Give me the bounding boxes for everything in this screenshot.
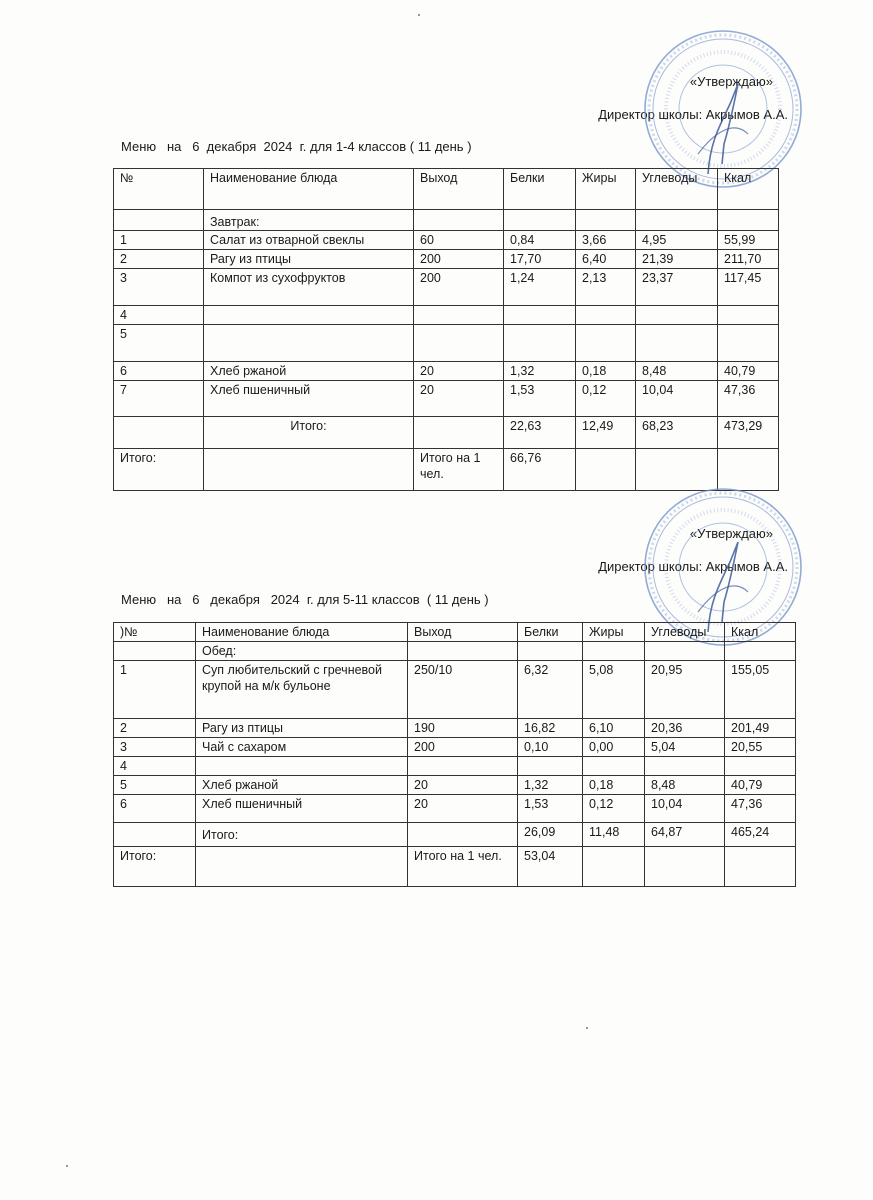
cell-protein: 1,32	[518, 776, 583, 795]
subtotal-label: Итого:	[196, 823, 408, 847]
cell-carbs: 20,95	[645, 661, 725, 719]
menu2-table	[113, 622, 796, 887]
cell-dish: Салат из отварной свеклы	[204, 231, 414, 250]
cell-kcal: 117,45	[718, 269, 779, 306]
section-label: Обед:	[196, 642, 408, 661]
header-cell: )№	[114, 623, 196, 642]
subtotal-row	[114, 823, 796, 847]
cell-fat: 2,13	[576, 269, 636, 306]
cell-protein: 1,53	[518, 795, 583, 823]
cell-kcal: 40,79	[718, 362, 779, 381]
cell-dish: Хлеб ржаной	[196, 776, 408, 795]
cell-carbs: 8,48	[645, 776, 725, 795]
table-row	[114, 231, 779, 250]
header-cell: Жиры	[576, 169, 636, 210]
cell-protein: 6,32	[518, 661, 583, 719]
cell-kcal: 47,36	[718, 381, 779, 417]
cell-carbs: 23,37	[636, 269, 718, 306]
subtotal-protein: 22,63	[504, 417, 576, 449]
cell-carbs: 10,04	[636, 381, 718, 417]
header-cell: Выход	[414, 169, 504, 210]
cell-number: 6	[114, 795, 196, 823]
cell-kcal: 20,55	[725, 738, 796, 757]
cell-number: 3	[114, 269, 204, 306]
cell-kcal: 55,99	[718, 231, 779, 250]
subtotal-label: Итого:	[204, 417, 414, 449]
section-row	[114, 642, 796, 661]
table-row	[114, 306, 779, 325]
cell-number: 6	[114, 362, 204, 381]
cell-output: 190	[408, 719, 518, 738]
header-cell: Ккал	[718, 169, 779, 210]
cell-carbs: 20,36	[645, 719, 725, 738]
cell-kcal: 40,79	[725, 776, 796, 795]
section-label: Завтрак:	[204, 210, 414, 231]
cell-kcal: 47,36	[725, 795, 796, 823]
header-cell: №	[114, 169, 204, 210]
header-cell: Ккал	[725, 623, 796, 642]
total-label: Итого:	[114, 449, 204, 491]
cell-protein: 16,82	[518, 719, 583, 738]
table-header-row	[114, 169, 779, 210]
cell-number: 1	[114, 661, 196, 719]
cell-number: 5	[114, 776, 196, 795]
header-cell: Белки	[504, 169, 576, 210]
cell-fat: 0,12	[583, 795, 645, 823]
cell-output: 200	[414, 250, 504, 269]
cell-number: 4	[114, 306, 204, 325]
per-person-value: 66,76	[504, 449, 576, 491]
table-row	[114, 757, 796, 776]
subtotal-protein: 26,09	[518, 823, 583, 847]
approval-title: «Утверждаю»	[689, 526, 773, 541]
cell-dish: Рагу из птицы	[204, 250, 414, 269]
cell-carbs: 5,04	[645, 738, 725, 757]
table-row	[114, 776, 796, 795]
cell-carbs: 4,95	[636, 231, 718, 250]
cell-dish: Хлеб пшеничный	[196, 795, 408, 823]
cell-protein: 0,10	[518, 738, 583, 757]
cell-fat: 5,08	[583, 661, 645, 719]
cell-output: 20	[414, 362, 504, 381]
cell-dish: Рагу из птицы	[196, 719, 408, 738]
approval-title: «Утверждаю»	[689, 74, 773, 89]
subtotal-carbs: 64,87	[645, 823, 725, 847]
subtotal-fat: 12,49	[576, 417, 636, 449]
cell-number: 2	[114, 250, 204, 269]
scan-speck	[586, 1027, 588, 1029]
approval-director: Директор школы: Акрымов А.А.	[598, 107, 788, 122]
cell-output: 20	[414, 381, 504, 417]
scan-speck	[66, 1165, 68, 1167]
table-row	[114, 325, 779, 362]
menu1-table	[113, 168, 779, 491]
menu1-caption: Меню на 6 декабря 2024 г. для 1-4 классов ( 11 день )	[121, 139, 472, 154]
approval-director: Директор школы: Акрымов А.А.	[598, 559, 788, 574]
per-person-value: 53,04	[518, 847, 583, 887]
cell-kcal: 155,05	[725, 661, 796, 719]
cell-carbs: 21,39	[636, 250, 718, 269]
header-cell: Белки	[518, 623, 583, 642]
cell-output: 60	[414, 231, 504, 250]
cell-number: 1	[114, 231, 204, 250]
cell-kcal: 201,49	[725, 719, 796, 738]
cell-kcal: 211,70	[718, 250, 779, 269]
cell-protein: 0,84	[504, 231, 576, 250]
subtotal-carbs: 68,23	[636, 417, 718, 449]
scan-speck	[418, 14, 420, 16]
table-row	[114, 795, 796, 823]
cell-output: 250/10	[408, 661, 518, 719]
cell-fat: 0,18	[576, 362, 636, 381]
cell-carbs: 8,48	[636, 362, 718, 381]
table-row	[114, 381, 779, 417]
subtotal-fat: 11,48	[583, 823, 645, 847]
cell-dish: Чай с сахаром	[196, 738, 408, 757]
table-header-row	[114, 623, 796, 642]
cell-protein: 17,70	[504, 250, 576, 269]
cell-number: 2	[114, 719, 196, 738]
cell-fat: 0,18	[583, 776, 645, 795]
per-person-label: Итого на 1 чел.	[414, 449, 504, 491]
header-cell: Выход	[408, 623, 518, 642]
cell-output: 20	[408, 795, 518, 823]
cell-fat: 6,40	[576, 250, 636, 269]
cell-number: 5	[114, 325, 204, 362]
table-row	[114, 661, 796, 719]
total-row	[114, 449, 779, 491]
cell-fat: 3,66	[576, 231, 636, 250]
table-row	[114, 738, 796, 757]
total-row	[114, 847, 796, 887]
cell-protein: 1,32	[504, 362, 576, 381]
cell-output: 200	[408, 738, 518, 757]
cell-protein: 1,24	[504, 269, 576, 306]
per-person-label: Итого на 1 чел.	[408, 847, 518, 887]
cell-output: 20	[408, 776, 518, 795]
header-cell: Углеводы	[636, 169, 718, 210]
header-cell: Наименование блюда	[204, 169, 414, 210]
header-cell: Жиры	[583, 623, 645, 642]
table-row	[114, 719, 796, 738]
cell-carbs: 10,04	[645, 795, 725, 823]
cell-number: 3	[114, 738, 196, 757]
cell-dish: Хлеб пшеничный	[204, 381, 414, 417]
cell-dish: Хлеб ржаной	[204, 362, 414, 381]
table-row	[114, 250, 779, 269]
table-row	[114, 362, 779, 381]
subtotal-row	[114, 417, 779, 449]
cell-fat: 6,10	[583, 719, 645, 738]
cell-dish: Компот из сухофруктов	[204, 269, 414, 306]
cell-output: 200	[414, 269, 504, 306]
header-cell: Наименование блюда	[196, 623, 408, 642]
cell-dish: Суп любительский с гречневой крупой на м/к бульоне	[196, 661, 408, 719]
header-cell: Углеводы	[645, 623, 725, 642]
cell-fat: 0,12	[576, 381, 636, 417]
subtotal-kcal: 473,29	[718, 417, 779, 449]
cell-number: 4	[114, 757, 196, 776]
total-label: Итого:	[114, 847, 196, 887]
menu2-caption: Меню на 6 декабря 2024 г. для 5-11 классов ( 11 день )	[121, 592, 489, 607]
cell-protein: 1,53	[504, 381, 576, 417]
cell-fat: 0,00	[583, 738, 645, 757]
subtotal-kcal: 465,24	[725, 823, 796, 847]
table-row	[114, 269, 779, 306]
cell-number: 7	[114, 381, 204, 417]
section-row	[114, 210, 779, 231]
